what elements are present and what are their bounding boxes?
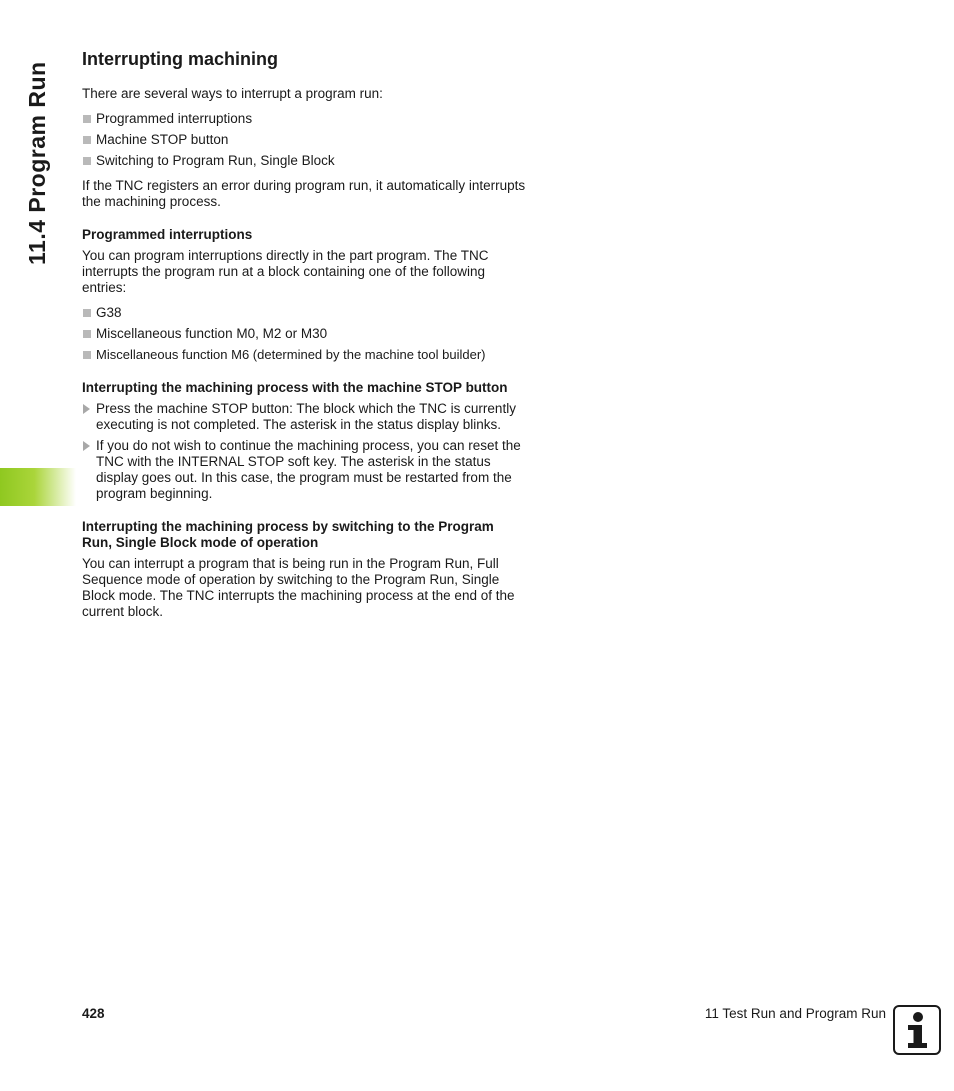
intro-text: There are several ways to interrupt a program run: xyxy=(82,86,383,101)
list-item: Machine STOP button xyxy=(82,132,527,148)
list-item: G38 xyxy=(82,305,527,321)
programmed-heading: Programmed interruptions xyxy=(82,227,253,242)
list-item: Miscellaneous function M0, M2 or M30 xyxy=(82,326,527,342)
list-item: Programmed interruptions xyxy=(82,111,527,127)
programmed-entries-list xyxy=(82,305,527,363)
page-content xyxy=(82,48,527,629)
list-item: Miscellaneous function M6 (determined by the machine tool builder) xyxy=(82,347,527,363)
interrupt-ways-list xyxy=(82,111,527,169)
programmed-body: You can program interruptions directly in the part program. The TNC interrupts the program run at a block containing one of the following entries: xyxy=(82,248,489,295)
error-note: If the TNC registers an error during program run, it automatically interrupts the machining process. xyxy=(82,178,526,209)
chapter-color-tab xyxy=(0,468,76,506)
info-icon xyxy=(893,1005,941,1055)
footer-chapter-title: 11 Test Run and Program Run xyxy=(704,1006,886,1021)
single-block-heading: Interrupting the machining process by switching to the Program Run, Single Block mode of operation xyxy=(82,519,494,550)
list-item: Switching to Program Run, Single Block xyxy=(82,153,527,169)
step-item: Press the machine STOP button: The block which the TNC is currently executing is not completed. The asterisk in the status display blinks. xyxy=(82,401,527,433)
step-item: If you do not wish to continue the machining process, you can reset the TNC with the INTERNAL STOP soft key. The asterisk in the status display goes out. In this case, the program must be restarted from the program beginning. xyxy=(82,438,527,502)
stop-button-heading: Interrupting the machining process with the machine STOP button xyxy=(82,380,508,395)
chapter-side-title: 11.4 Program Run xyxy=(24,61,50,265)
single-block-body: You can interrupt a program that is being run in the Program Run, Full Sequence mode of operation by switching to the Program Run, Single Block mode. The TNC interrupts the machining process at the end of the current block. xyxy=(82,556,515,619)
page-number: 428 xyxy=(82,1006,105,1021)
stop-steps-list xyxy=(82,401,527,502)
section-heading: Interrupting machining xyxy=(82,49,278,69)
